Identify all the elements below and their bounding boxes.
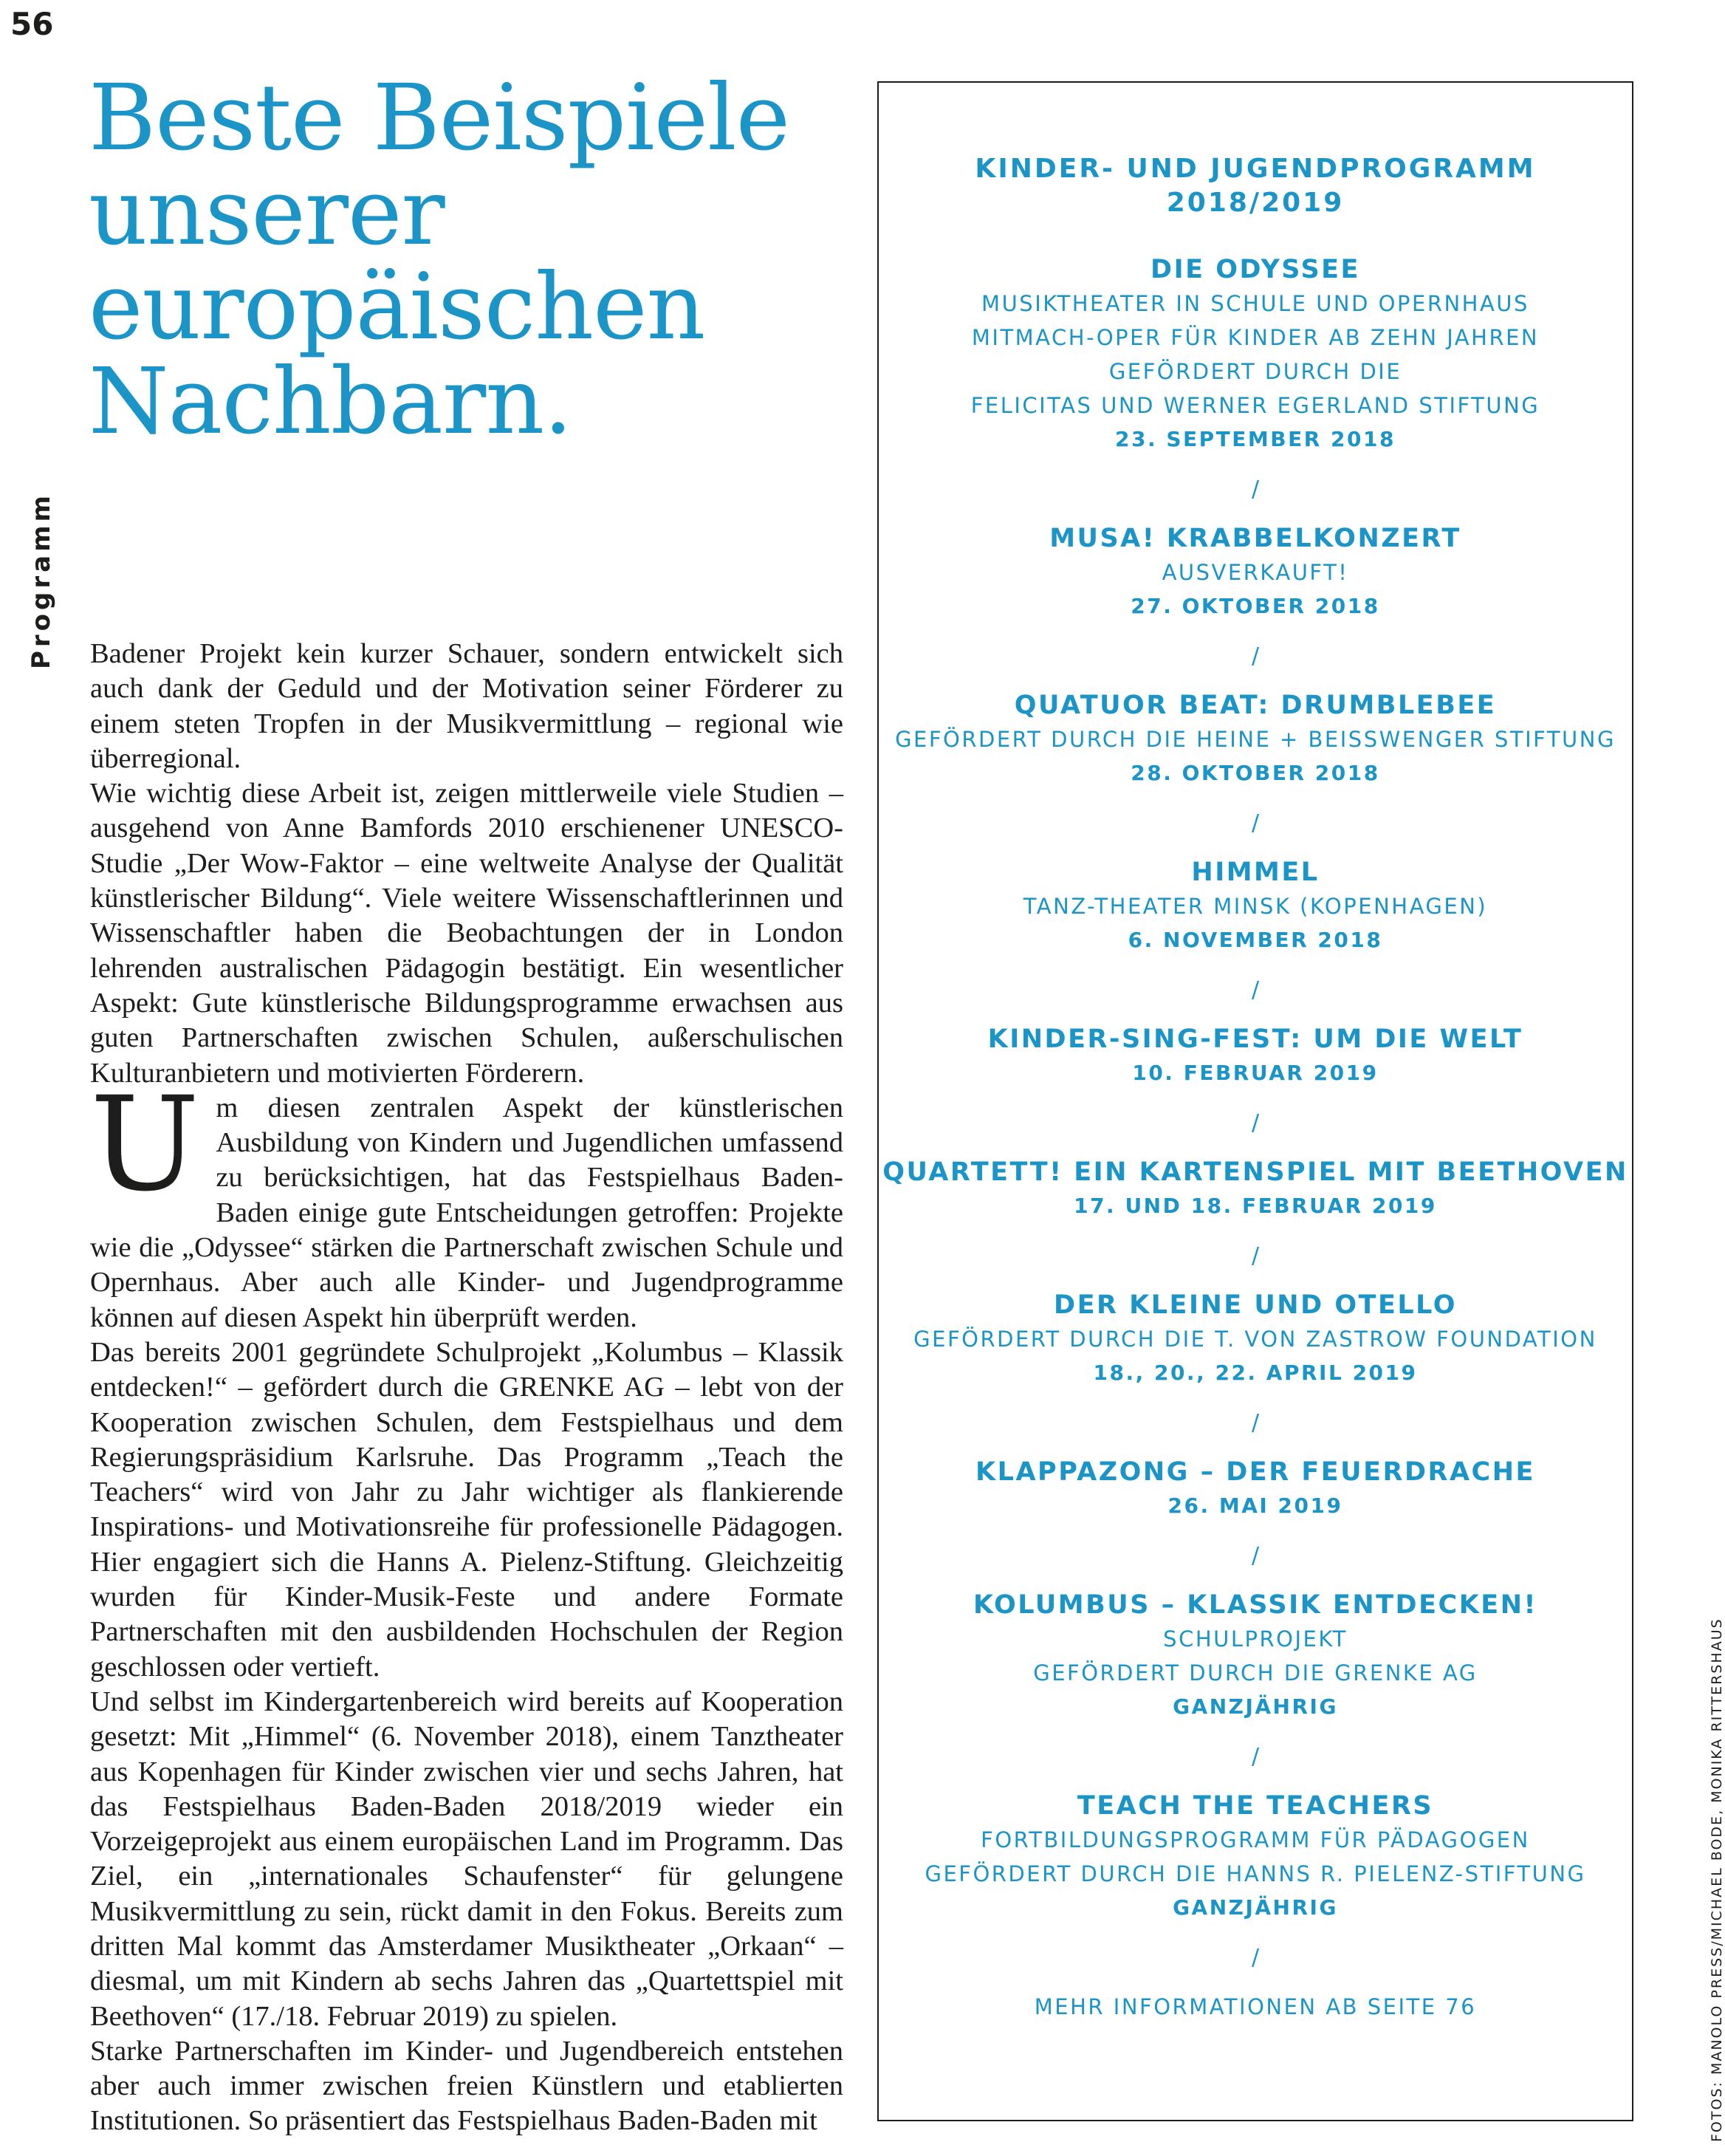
- event-date: 26. MAI 2019: [1167, 1493, 1343, 1518]
- more-info-note: MEHR INFORMATIONEN AB SEITE 76: [1034, 1994, 1477, 2019]
- section-label: Programm: [27, 492, 56, 669]
- event-title: HIMMEL: [1191, 858, 1320, 887]
- program-box: [877, 81, 1633, 2121]
- event-date: 27. OKTOBER 2018: [1131, 594, 1380, 618]
- events-container: [879, 220, 1632, 1925]
- event-date: 28. OKTOBER 2018: [1131, 761, 1380, 785]
- page-title: [89, 65, 827, 455]
- paragraph-text: m diesen zentralen Aspekt der künstlerischen Ausbildung von Kindern und Jugendlichen umfassend zu berücksichtigen, hat das Festspielhaus Baden-Baden einige gute Entscheidungen getroffen: Projekte wie die „Odyssee“ stärken die Partnerschaft zwischen Schule und Opernhaus. Aber auch alle Kinder- und Jugendprogramme können auf diesen Aspekt hin überprüft werden.: [90, 1092, 843, 1333]
- separator-slash: /: [1251, 1543, 1260, 1569]
- event-detail: MUSIKTHEATER IN SCHULE UND OPERNHAUS: [981, 291, 1529, 316]
- event-date: 10. FEBRUAR 2019: [1132, 1061, 1379, 1085]
- separator-slash: /: [1251, 810, 1260, 836]
- spacer: [879, 220, 1632, 253]
- event-detail: FELICITAS UND WERNER EGERLAND STIFTUNG: [970, 393, 1540, 418]
- paragraph: Badener Projekt kein kurzer Schauer, sondern entwickelt sich auch dank der Geduld und der Motivation seiner Förderer zu einem steten Tropfen in der Musikvermittlung – regional wie überregional.: [90, 638, 843, 774]
- event-title: DER KLEINE UND OTELLO: [1054, 1290, 1457, 1320]
- paragraph: Wie wichtig diese Arbeit ist, zeigen mittlerweile viele Studien – ausgehend von Anne Bamfords 2010 erschienener UNESCO-Studie „Der Wow-Faktor – eine weltweite Analyse der Qualität künstlerischer Bildung“. Viele weitere Wissenschaftlerinnen und Wissenschaftler haben die Beobachtungen der in London lehrenden australischen Pädagogin bestätigt. Ein wesentlicher Aspekt: Gute künstlerische Bildungsprogramme erwachsen aus guten Partnerschaften zwischen Schulen, außerschulischen Kulturanbietern und motivierten Förderern.: [90, 778, 843, 1089]
- event-title: MUSA! KRABBELKONZERT: [1049, 524, 1461, 553]
- page-number: 56: [10, 6, 54, 42]
- event-detail: AUSVERKAUFT!: [1162, 560, 1349, 585]
- event-detail: MITMACH-OPER FÜR KINDER AB ZEHN JAHREN: [971, 325, 1540, 350]
- separator-slash: /: [1251, 1243, 1260, 1269]
- event-title: TEACH THE TEACHERS: [1077, 1791, 1434, 1821]
- separator-slash: /: [1251, 1110, 1260, 1136]
- article-body: [90, 637, 843, 2139]
- photo-credit: FOTOS: MANOLO PRESS/MICHAEL BODE, MONIKA RITTERSHAUS: [1709, 1618, 1725, 2142]
- program-heading: KINDER- UND JUGENDPROGRAMM: [975, 154, 1536, 184]
- drop-cap: U: [90, 1068, 200, 1220]
- program-list: [879, 152, 1632, 2024]
- title-line: europäischen: [89, 254, 705, 360]
- paragraph: Das bereits 2001 gegründete Schulprojekt „Kolumbus – Klassik entdecken!“ – gefördert durch die GRENKE AG – lebt von der Kooperation zwischen Schulen, dem Festspielhaus und dem Regierungspräsidium Karlsruhe. Das Programm „Teach the Teachers“ wird von Jahr zu Jahr wichtiger als flankierende Inspirations- und Motivationsreihe für professionelle Pädagogen. Hier engagiert sich die Hanns A. Pielenz-Stiftung. Gleichzeitig wurden für Kinder-Musik-Feste und andere Formate Partnerschaften mit den ausbildenden Hochschulen der Region geschlossen oder vertieft.: [90, 1336, 843, 1683]
- event-detail: GEFÖRDERT DURCH DIE HEINE + BEISSWENGER STIFTUNG: [895, 727, 1616, 752]
- event-detail: GEFÖRDERT DURCH DIE T. VON ZASTROW FOUNDATION: [913, 1327, 1597, 1352]
- paragraph: Und selbst im Kindergartenbereich wird bereits auf Kooperation gesetzt: Mit „Himmel“ (6. November 2018), einem Tanztheater aus Kopenhagen für Kinder zwischen vier und sechs Jahren, hat das Festspielhaus Baden-Baden 2018/2019 wieder ein Vorzeigeprojekt aus einem europäischen Land im Programm. Das Ziel, ein „internationales Schaufenster“ für gelungene Musikvermittlung zu sein, rückt damit in den Fokus. Bereits zum dritten Mal kommt das Amsterdamer Musiktheater „Orkaan“ – diesmal, um mit Kindern ab sechs Jahren das „Quartettspiel mit Beethoven“ (17./18. Februar 2019) zu spielen.: [90, 1686, 843, 2032]
- separator-slash: /: [1251, 1410, 1260, 1436]
- paragraph: Starke Partnerschaften im Kinder- und Jugendbereich entstehen aber auch immer zwischen freien Künstlern und etablierten Institutionen. So präsentiert das Festspielhaus Baden-Baden mit: [90, 2035, 843, 2137]
- event-date: GANZJÄHRIG: [1173, 1895, 1338, 1920]
- event-title: QUATUOR BEAT: DRUMBLEBEE: [1014, 691, 1497, 720]
- event-title: KINDER-SING-FEST: UM DIE WELT: [987, 1024, 1523, 1054]
- separator-slash: /: [1251, 1945, 1260, 1971]
- event-detail: TANZ-THEATER MINSK (KOPENHAGEN): [1023, 894, 1488, 919]
- event-detail: GEFÖRDERT DURCH DIE HANNS R. PIELENZ-STIFTUNG: [925, 1861, 1586, 1886]
- event-detail: GEFÖRDERT DURCH DIE GRENKE AG: [1033, 1660, 1478, 1686]
- program-heading-year: 2018/2019: [1166, 188, 1345, 218]
- event-detail: SCHULPROJEKT: [1163, 1626, 1348, 1652]
- title-line: Nachbarn.: [89, 349, 572, 455]
- event-title: DIE ODYSSEE: [1150, 255, 1360, 284]
- separator-slash: /: [1251, 1744, 1260, 1770]
- event-title: KLAPPAZONG – DER FEUERDRACHE: [975, 1457, 1535, 1487]
- event-date: 18., 20., 22. APRIL 2019: [1093, 1361, 1418, 1385]
- paragraph-with-dropcap: [90, 1068, 843, 1335]
- separator-slash: /: [1251, 476, 1260, 502]
- title-line: unserer: [89, 160, 445, 266]
- title-line: Beste Beispiele: [89, 65, 790, 171]
- event-title: QUARTETT! EIN KARTENSPIEL MIT BEETHOVEN: [882, 1157, 1628, 1187]
- event-date: GANZJÄHRIG: [1173, 1694, 1338, 1719]
- separator-slash: /: [1251, 977, 1260, 1003]
- event-detail: FORTBILDUNGSPROGRAMM FÜR PÄDAGOGEN: [981, 1827, 1530, 1852]
- event-date: 17. UND 18. FEBRUAR 2019: [1074, 1194, 1437, 1218]
- separator-slash: /: [1251, 643, 1260, 669]
- event-title: KOLUMBUS – KLASSIK ENTDECKEN!: [973, 1590, 1537, 1620]
- event-detail: GEFÖRDERT DURCH DIE: [1108, 359, 1402, 384]
- event-date: 23. SEPTEMBER 2018: [1115, 427, 1396, 451]
- event-date: 6. NOVEMBER 2018: [1128, 928, 1383, 952]
